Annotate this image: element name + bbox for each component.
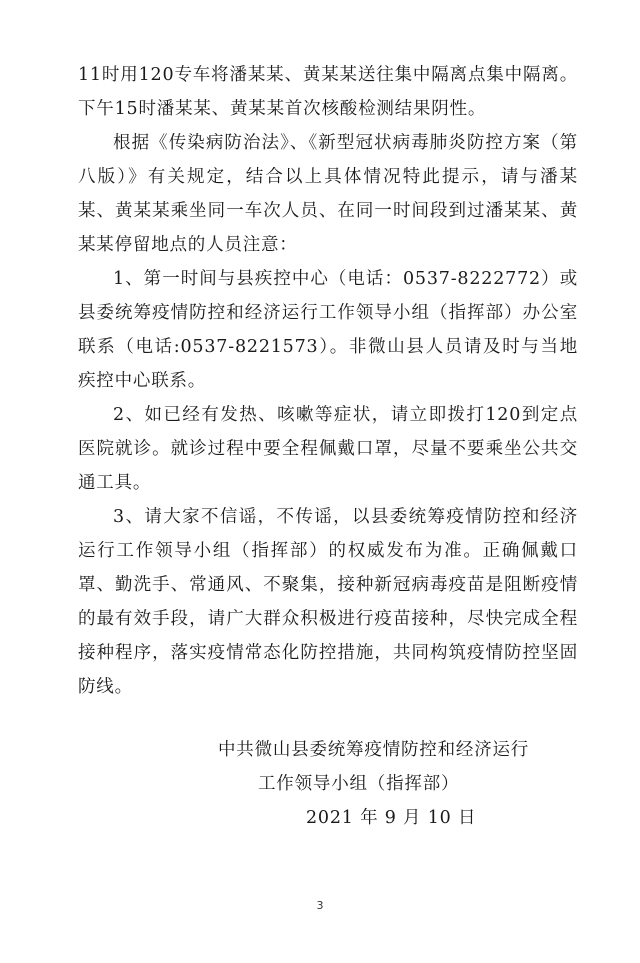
paragraph-item-1-contact: 1、第一时间与县疾控中心（电话：0537-8222772）或县委统筹疫情防控和经济运行工作领导小组（指挥部）办公室联系（电话:0537-8221573）。非微山县人员请及时与当地疾控中心联系。 <box>78 269 578 391</box>
document-body <box>78 58 578 704</box>
signature-organization-line1: 中共微山县委统筹疫情防控和经济运行 <box>218 740 530 760</box>
signature-block <box>78 733 578 835</box>
paragraph-regulation-notice: 根据《传染病防治法》、《新型冠状病毒肺炎防控方案（第八版）》有关规定，结合以上具体情况特此提示，请与潘某某、黄某某乘坐同一车次人员、在同一时间段到过潘某某、黄某某停留地点的人员注意： <box>78 133 578 255</box>
paragraph-item-2-symptoms: 2、如已经有发热、咳嗽等症状，请立即拨打120到定点医院就诊。就诊过程中要全程佩戴口罩，尽量不要乘坐公共交通工具。 <box>78 405 578 493</box>
page-number: 3 <box>316 899 324 912</box>
paragraph-isolation-result: 11时用120专车将潘某某、黄某某送往集中隔离点集中隔离。下午15时潘某某、黄某某首次核酸检测结果阴性。 <box>78 65 578 119</box>
paragraph-item-3-prevention: 3、请大家不信谣，不传谣，以县委统筹疫情防控和经济运行工作领导小组（指挥部）的权威发布为准。正确佩戴口罩、勤洗手、常通风、不聚集，接种新冠病毒疫苗是阻断疫情的最有效手段，请广大群众积极进行疫苗接种，尽快完成全程接种程序，落实疫情常态化防控措施，共同构筑疫情防控坚固防线。 <box>78 507 578 697</box>
signature-date: 2021 年 9 月 10 日 <box>306 808 477 828</box>
signature-organization-line2: 工作领导小组（指挥部） <box>258 774 460 794</box>
